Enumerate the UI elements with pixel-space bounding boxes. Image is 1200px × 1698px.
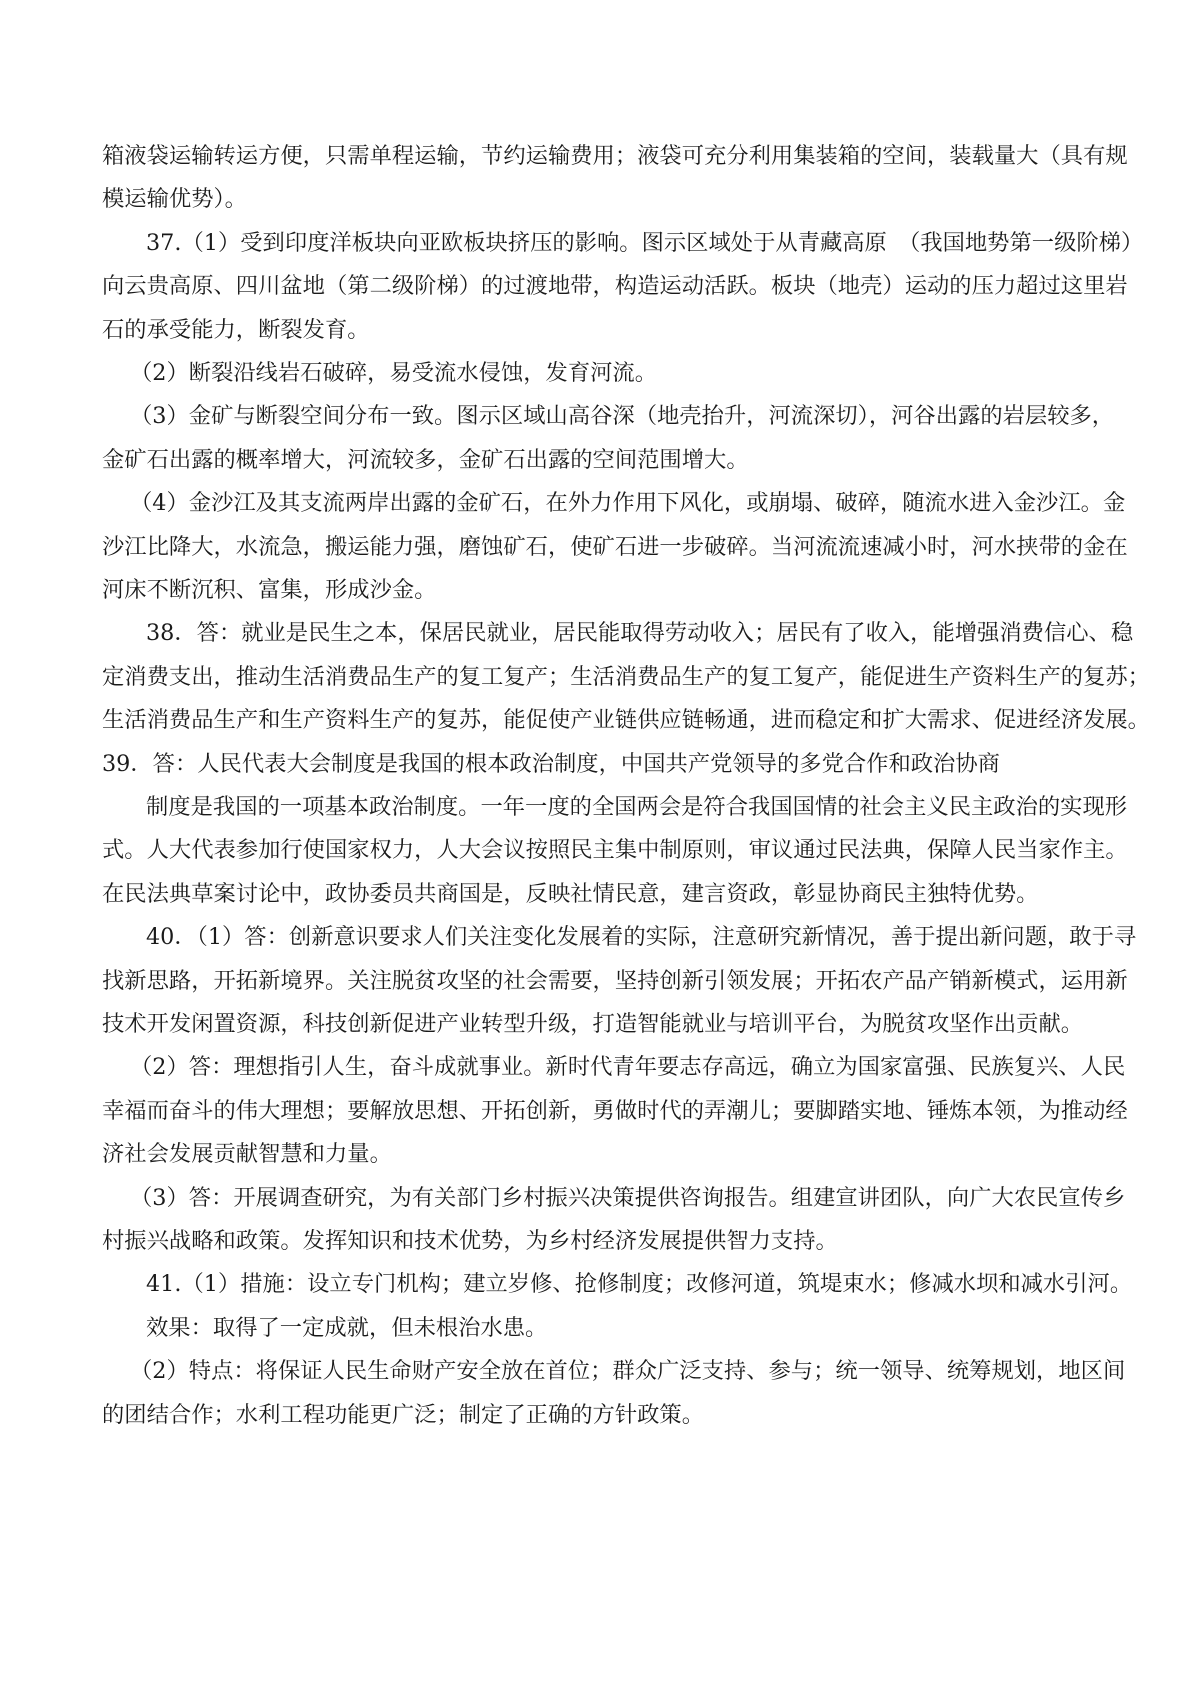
text-line: 济社会发展贡献智慧和力量。 <box>102 1141 392 1168</box>
text-line: 效果：取得了一定成就，但未根治水患。 <box>146 1314 548 1341</box>
text-line: 定消费支出，推动生活消费品生产的复工复产；生活消费品生产的复工复产，能促进生产资料生产的复苏； <box>102 663 1150 690</box>
text-line: 模运输优势）。 <box>102 186 247 213</box>
text-line: 找新思路，开拓新境界。关注脱贫攻坚的社会需要，坚持创新引领发展；开拓农产品产销新模式，运用新 <box>102 967 1128 994</box>
answer-41-part-2: （2）特点：将保证人民生命财产安全放在首位；群众广泛支持、参与；统一领导、统筹规划，地区间 <box>130 1358 1126 1385</box>
answer-40-part-2: （2）答：理想指引人生，奋斗成就事业。新时代青年要志存高远，确立为国家富强、民族复兴、人民 <box>130 1054 1126 1081</box>
text-line: 生活消费品生产和生产资料生产的复苏，能促使产业链供应链畅通，进而稳定和扩大需求、促进经济发展。 <box>102 707 1150 734</box>
text-line: 金矿石出露的概率增大，河流较多，金矿石出露的空间范围增大。 <box>102 446 749 473</box>
text-line: 制度是我国的一项基本政治制度。一年一度的全国两会是符合我国国情的社会主义民主政治的实现形 <box>146 794 1128 820</box>
text-line: 向云贵高原、四川盆地（第二级阶梯）的过渡地带，构造运动活跃。板块（地壳）运动的压力超过这里岩 <box>102 273 1128 300</box>
text-line: 河床不断沉积、富集，形成沙金。 <box>102 577 437 603</box>
answer-37-part-1: 37.（1）受到印度洋板块向亚欧板块挤压的影响。图示区域处于从青藏高原 （我国地势第一级阶梯） <box>146 229 1144 256</box>
text-line: 幸福而奋斗的伟大理想；要解放思想、开拓创新，勇做时代的弄潮儿；要脚踏实地、锤炼本领，为推动经 <box>102 1097 1128 1124</box>
text-line: 技术开发闲置资源，科技创新促进产业转型升级，打造智能就业与培训平台，为脱贫攻坚作出贡献。 <box>102 1011 1084 1037</box>
answer-39: 39．答：人民代表大会制度是我国的根本政治制度，中国共产党领导的多党合作和政治协商 <box>102 750 1000 777</box>
text-line: 沙江比降大，水流急，搬运能力强，磨蚀矿石，使矿石进一步破碎。当河流流速减小时，河水挟带的金在 <box>102 533 1128 560</box>
text-line: 石的承受能力，断裂发育。 <box>102 316 370 343</box>
text-line: 式。人大代表参加行使国家权力，人大会议按照民主集中制原则，审议通过民法典，保障人民当家作主。 <box>102 837 1128 864</box>
answer-38: 38．答：就业是民生之本，保居民就业，居民能取得劳动收入；居民有了收入，能增强消费信心、稳 <box>146 620 1134 647</box>
text-line: 的团结合作；水利工程功能更广泛；制定了正确的方针政策。 <box>102 1401 705 1428</box>
text-line: 村振兴战略和政策。发挥知识和技术优势，为乡村经济发展提供智力支持。 <box>102 1228 838 1254</box>
answer-41-part-1: 41.（1）措施：设立专门机构；建立岁修、抢修制度；改修河道，筑堤束水；修减水坝和减水引河。 <box>146 1271 1133 1298</box>
answer-37-part-4: （4）金沙江及其支流两岸出露的金矿石，在外力作用下风化，或崩塌、破碎，随流水进入金沙江。金 <box>130 490 1126 517</box>
answer-40-part-1: 40．（1）答：创新意识要求人们关注变化发展着的实际，注意研究新情况，善于提出新问题，敢于寻 <box>146 924 1137 951</box>
answer-37-part-2: （2）断裂沿线岩石破碎，易受流水侵蚀，发育河流。 <box>130 360 658 386</box>
answer-40-part-3: （3）答：开展调查研究，为有关部门乡村振兴决策提供咨询报告。组建宣讲团队，向广大农民宣传乡 <box>130 1184 1126 1211</box>
text-line: 在民法典草案讨论中，政协委员共商国是，反映社情民意，建言资政，彰显协商民主独特优势。 <box>102 880 1039 907</box>
answer-37-part-3: （3）金矿与断裂空间分布一致。图示区域山高谷深（地壳抬升，河流深切），河谷出露的岩层较多， <box>130 403 1115 430</box>
text-line: 箱液袋运输转运方便，只需单程运输，节约运输费用；液袋可充分利用集装箱的空间，装载量大（具有规 <box>102 143 1128 169</box>
